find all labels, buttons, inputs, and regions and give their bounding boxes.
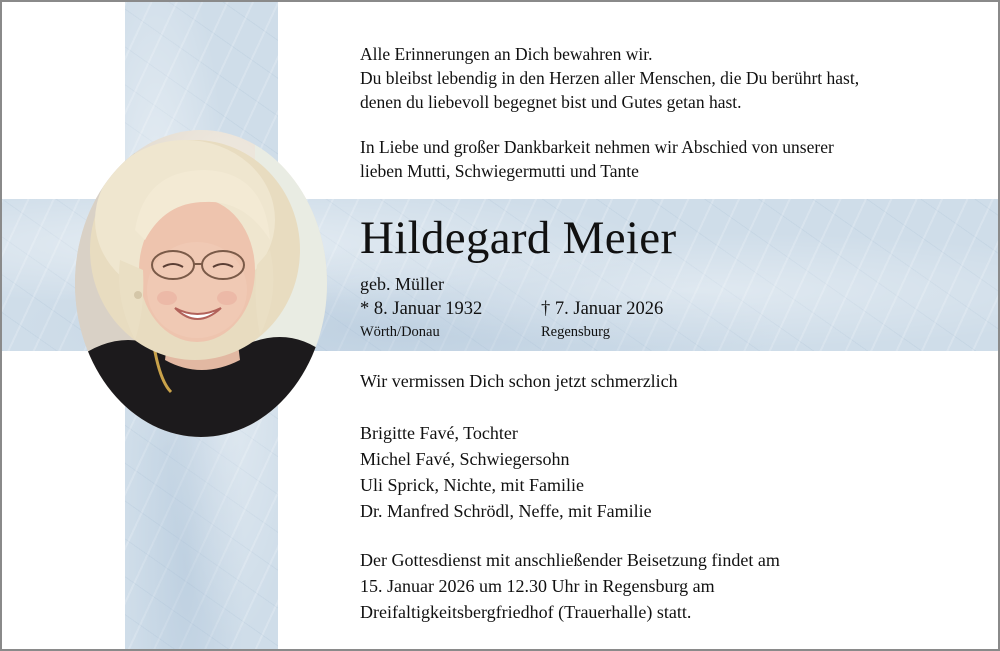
- death-place: Regensburg: [541, 324, 611, 340]
- deceased-name: Hildegard Meier: [360, 212, 677, 264]
- portrait-photo: [75, 130, 327, 437]
- mourners-list: [360, 420, 652, 524]
- death-date: † 7. Januar 2026: [541, 299, 664, 319]
- intro-text: [360, 42, 859, 114]
- intro-line: denen du liebevoll begegnet bist und Gutes getan hast.: [360, 92, 742, 112]
- mourner-item: Brigitte Favé, Tochter: [360, 423, 518, 443]
- miss-text: Wir vermissen Dich schon jetzt schmerzlich: [360, 371, 678, 391]
- birth-date: * 8. Januar 1932: [360, 299, 483, 319]
- service-line: Dreifaltigkeitsbergfriedhof (Trauerhalle) statt.: [360, 602, 692, 622]
- mourner-item: Uli Sprick, Nichte, mit Familie: [360, 475, 584, 495]
- intro-line: Du bleibst lebendig in den Herzen aller Menschen, die Du berührt hast,: [360, 68, 860, 88]
- born-name: geb. Müller: [360, 274, 444, 294]
- service-info: [360, 547, 780, 625]
- farewell-line: lieben Mutti, Schwiegermutti und Tante: [360, 161, 639, 181]
- farewell-text: [360, 135, 834, 183]
- service-line: Der Gottesdienst mit anschließender Beisetzung findet am: [360, 550, 780, 570]
- intro-line: Alle Erinnerungen an Dich bewahren wir.: [360, 44, 653, 64]
- farewell-line: In Liebe und großer Dankbarkeit nehmen wir Abschied von unserer: [360, 137, 834, 157]
- birth-place: Wörth/Donau: [360, 324, 440, 340]
- service-line: 15. Januar 2026 um 12.30 Uhr in Regensburg am: [360, 576, 715, 596]
- mourner-item: Michel Favé, Schwiegersohn: [360, 449, 570, 469]
- mourner-item: Dr. Manfred Schrödl, Neffe, mit Familie: [360, 501, 652, 521]
- life-dates: [360, 297, 760, 347]
